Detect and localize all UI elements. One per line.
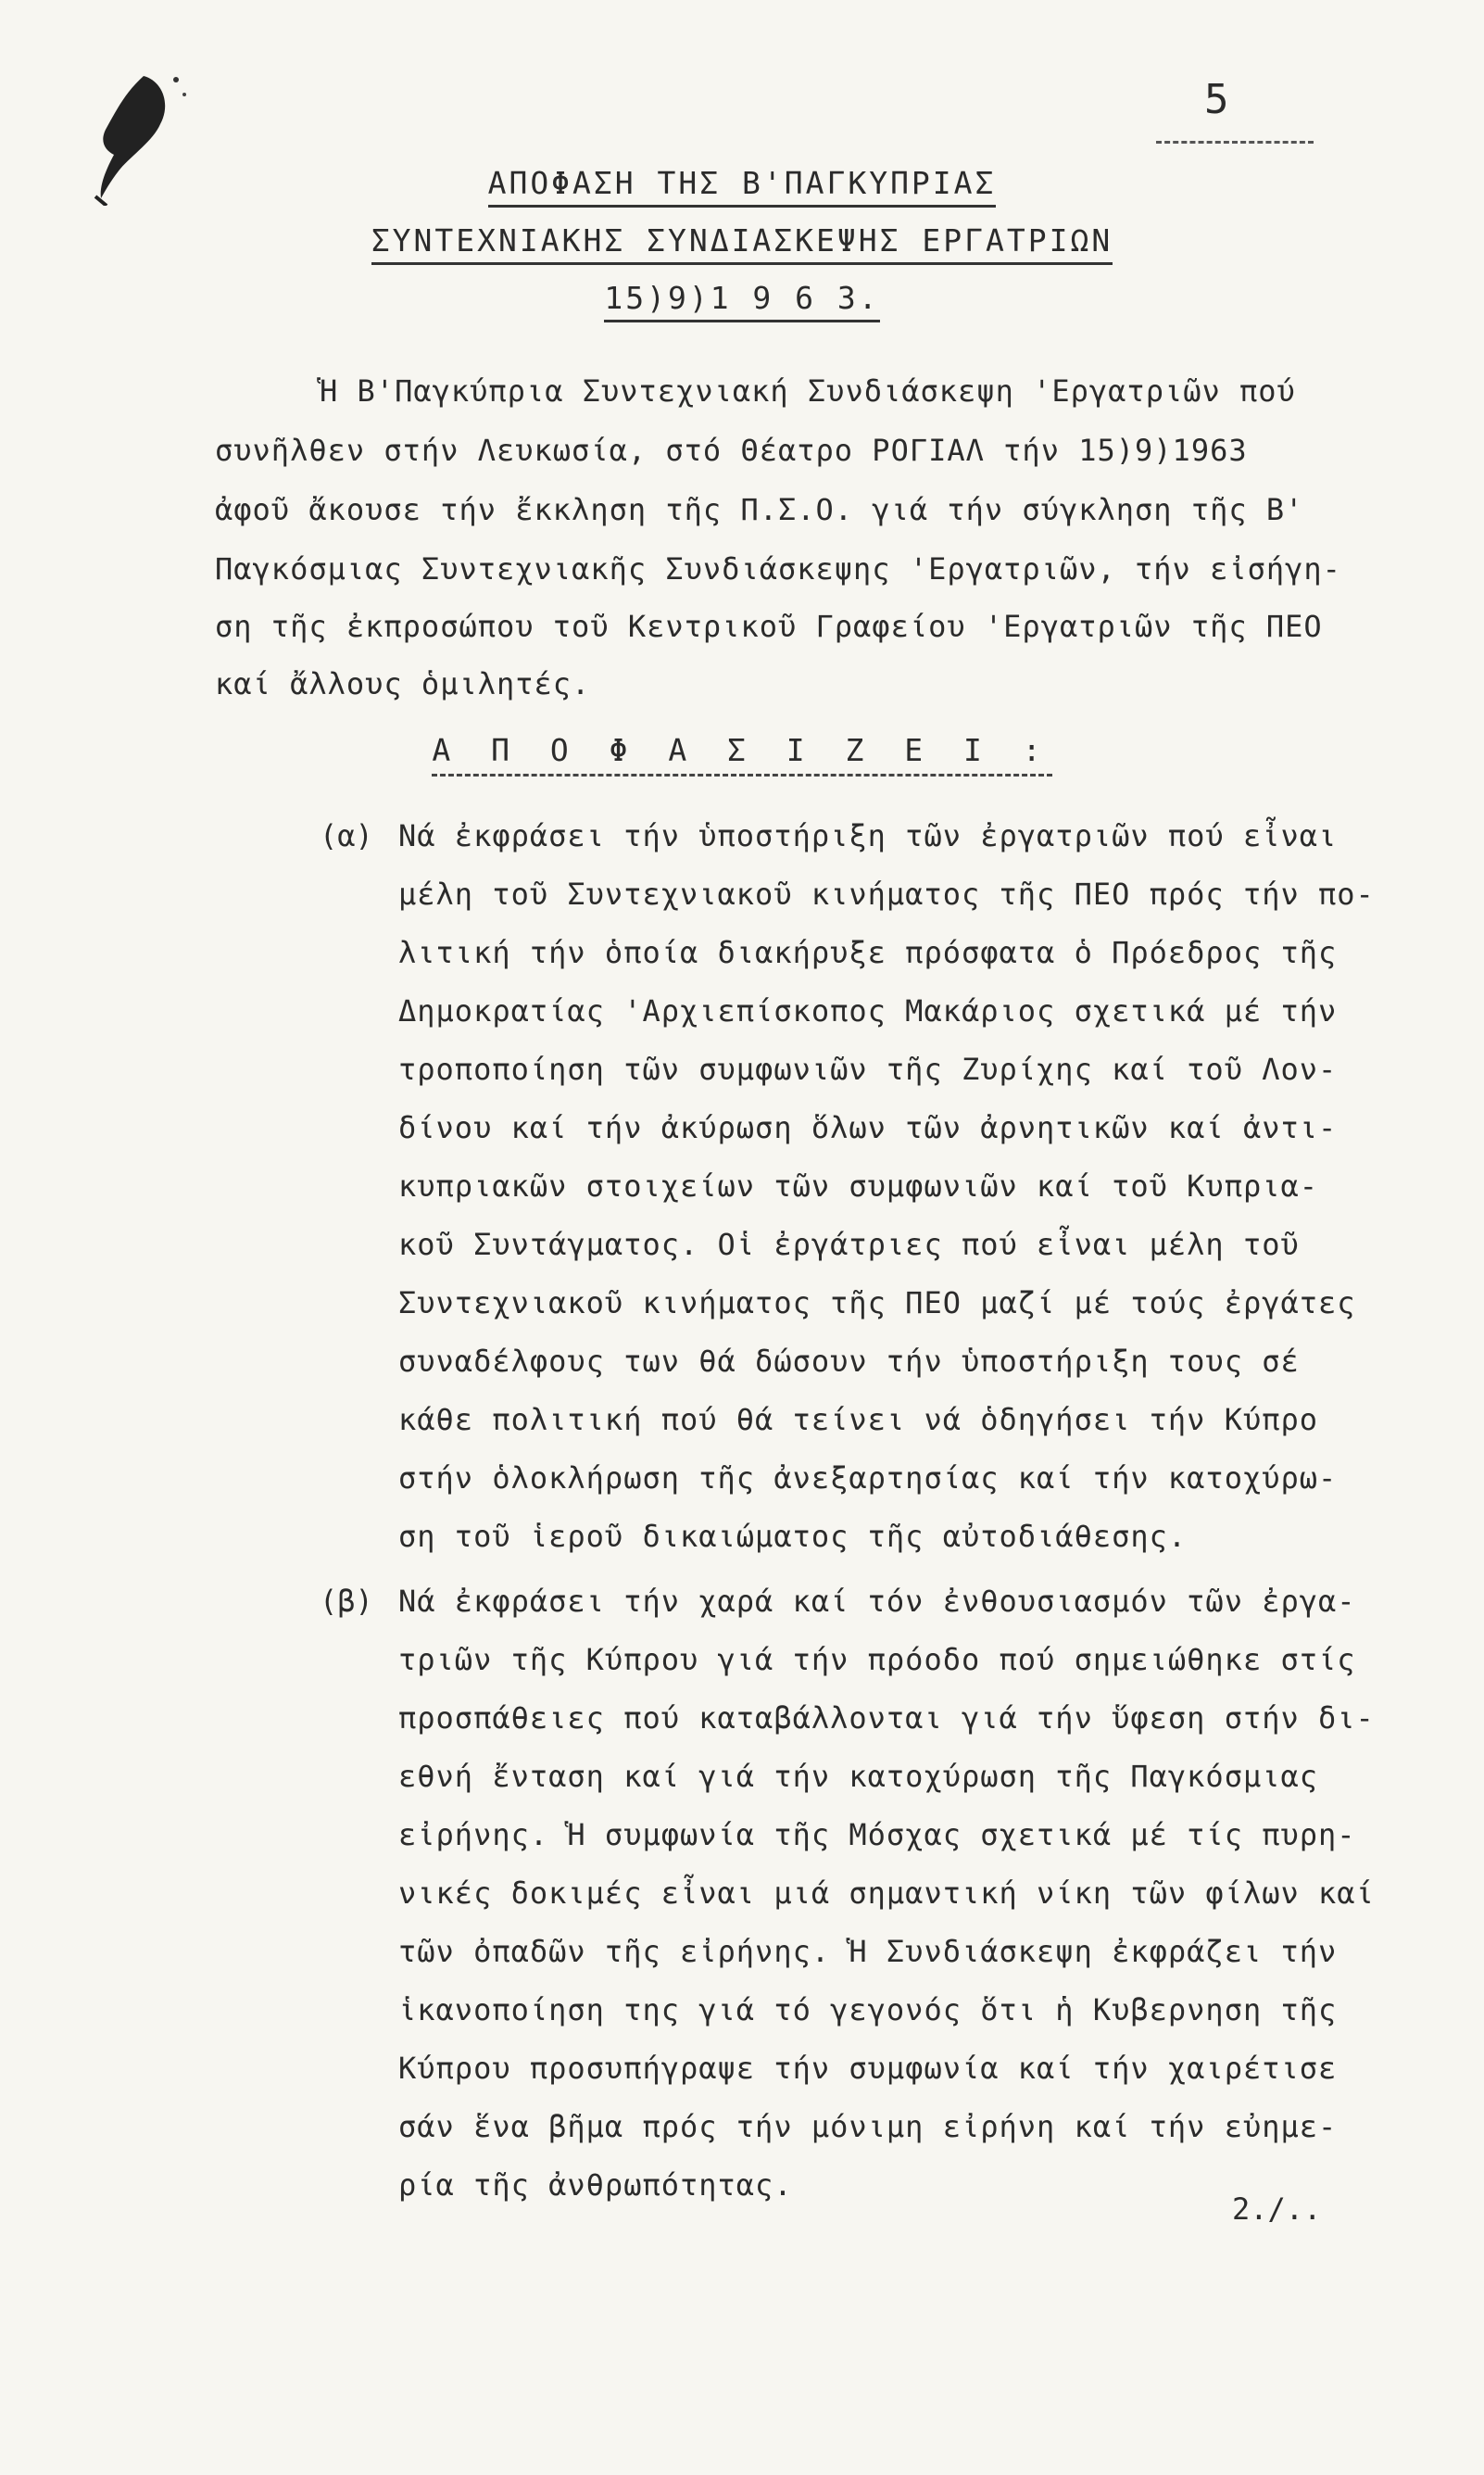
title-line-2-text: ΣΥΝΤΕΧΝΙΑΚΗΣ ΣΥΝΔΙΑΣΚΕΨΗΣ ΕΡΓΑΤΡΙΩΝ (371, 222, 1113, 265)
intro-line: συνῆλθεν στήν Λευκωσία, στό Θέατρο ΡΟΓΙΑΛ τήν 15)9)1963 (215, 433, 1248, 468)
title-line-1-text: ΑΠΟΦΑΣΗ ΤΗΣ Β'ΠΑΓΚΥΠΡΙΑΣ (488, 165, 997, 208)
title-date (0, 280, 1484, 316)
intro-line: καί ἄλλους ὁμιλητές. (215, 666, 591, 701)
title-line-2 (0, 222, 1484, 259)
continuation-marker: 2./.. (1232, 2191, 1322, 2227)
paragraph-a-line: συναδέλφους των θά δώσουν τήν ὑποστήριξη τους σέ (398, 1344, 1300, 1379)
paragraph-b-line: τριῶν τῆς Κύπρου γιά τήν πρόοδο πού σημειώθηκε στίς (398, 1642, 1356, 1677)
page-number: 5 (1204, 76, 1231, 123)
intro-line: ση τῆς ἐκπροσώπου τοῦ Κεντρικοῦ Γραφείου 'Εργατριῶν τῆς ΠΕΟ (215, 609, 1323, 644)
paragraph-b-line: ἱκανοποίηση της γιά τό γεγονός ὅτι ἡ Κυβερνηση τῆς (398, 1992, 1338, 2027)
paragraph-a-line: κάθε πολιτική πού θά τείνει νά ὁδηγήσει τήν Κύπρο (398, 1402, 1319, 1437)
paragraph-a-line: ση τοῦ ἱεροῦ δικαιώματος τῆς αὐτοδιάθεσης. (398, 1519, 1188, 1554)
paragraph-a-line: τροποποίηση τῶν συμφωνιῶν τῆς Ζυρίχης καί τοῦ Λον- (398, 1052, 1338, 1087)
decision-heading-text: Α Π Ο Φ Α Σ Ι Ζ Ε Ι : (432, 732, 1051, 777)
intro-line: Παγκόσμιας Συντεχνιακῆς Συνδιάσκεψης 'Εργατριῶν, τήν εἰσήγη- (215, 551, 1341, 587)
paragraph-b-line: προσπάθειες πού καταβάλλονται γιά τήν ὕφεση στήν δι- (398, 1700, 1375, 1736)
decision-heading (0, 732, 1484, 768)
paragraph-b-line: ρία τῆς ἀνθρωπότητας. (398, 2167, 793, 2203)
paragraph-b-line: σάν ἕνα βῆμα πρός τήν μόνιμη εἰρήνη καί τήν εὐημε- (398, 2109, 1338, 2144)
page-number-underline (1156, 141, 1314, 144)
paragraph-a-line: Συντεχνιακοῦ κινήματος τῆς ΠΕΟ μαζί μέ τούς ἐργάτες (398, 1285, 1356, 1320)
paragraph-b-line: εθνή ἔνταση καί γιά τήν κατοχύρωση τῆς Παγκόσμιας (398, 1759, 1319, 1794)
intro-line: ἀφοῦ ἄκουσε τήν ἔκκληση τῆς Π.Σ.Ο. γιά τήν σύγκληση τῆς Β' (215, 492, 1304, 527)
paragraph-a-line: κυπριακῶν στοιχείων τῶν συμφωνιῶν καί τοῦ Κυπρια- (398, 1168, 1319, 1204)
paragraph-a-line: κοῦ Συντάγματος. Οἱ ἐργάτριες πού εἶναι μέλη τοῦ (398, 1227, 1300, 1262)
paragraph-marker-a: (α) (320, 818, 373, 853)
paragraph-b-line: Κύπρου προσυπήγραψε τήν συμφωνία καί τήν χαιρέτισε (398, 2051, 1338, 2086)
paragraph-b-line: Νά ἐκφράσει τήν χαρά καί τόν ἐνθουσιασμόν τῶν ἐργα- (398, 1584, 1356, 1619)
paragraph-marker-b: (β) (320, 1584, 373, 1619)
title-line-1 (0, 165, 1484, 201)
paragraph-a-line: λιτική τήν ὁποία διακήρυξε πρόσφατα ὁ Πρόεδρος τῆς (398, 935, 1338, 970)
paragraph-b-line: τῶν ὀπαδῶν τῆς εἰρήνης. Ἡ Συνδιάσκεψη ἐκφράζει τήν (398, 1934, 1338, 1969)
paragraph-a-line: δίνου καί τήν ἀκύρωση ὅλων τῶν ἀρνητικῶν καί ἀντι- (398, 1110, 1338, 1145)
paragraph-b-line: νικές δοκιμές εἶναι μιά σημαντική νίκη τῶν φίλων καί (398, 1875, 1375, 1911)
title-date-text: 15)9)1 9 6 3. (604, 280, 879, 322)
paragraph-b-line: εἰρήνης. Ἡ συμφωνία τῆς Μόσχας σχετικά μέ τίς πυρη- (398, 1817, 1356, 1852)
paragraph-a-line: Δημοκρατίας 'Αρχιεπίσκοπος Μακάριος σχετικά μέ τήν (398, 993, 1338, 1029)
paragraph-a-line: μέλη τοῦ Συντεχνιακοῦ κινήματος τῆς ΠΕΟ πρός τήν πο- (398, 877, 1375, 912)
paragraph-a-line: Νά ἐκφράσει τήν ὑποστήριξη τῶν ἐργατριῶν πού εἶναι (398, 818, 1338, 853)
paragraph-a-line: στήν ὁλοκλήρωση τῆς ἀνεξαρτησίας καί τήν κατοχύρω- (398, 1460, 1338, 1496)
intro-line: Ἡ Β'Παγκύπρια Συντεχνιακή Συνδιάσκεψη 'Εργατριῶν πού (320, 373, 1296, 409)
